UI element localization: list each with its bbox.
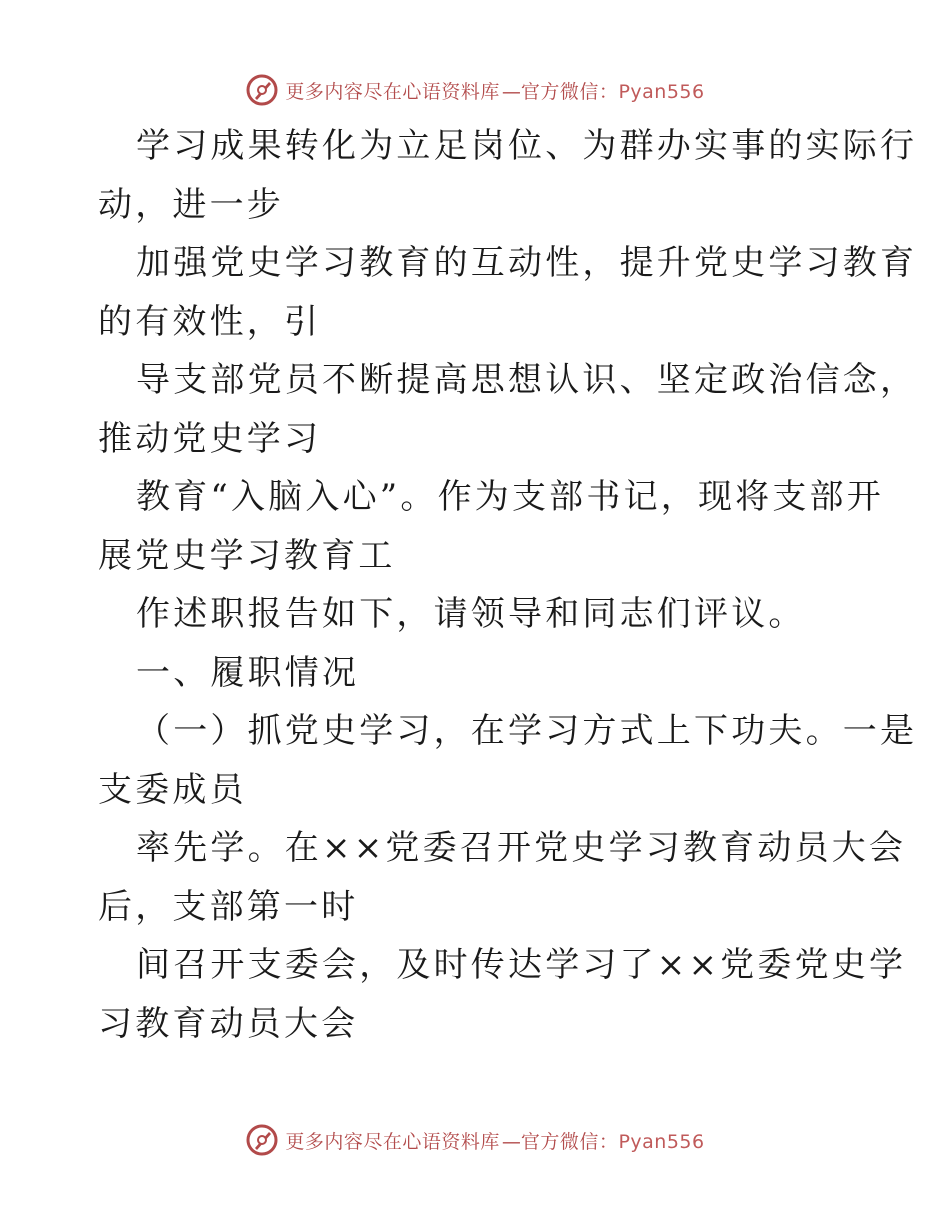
document-line: 作述职报告如下，请领导和同志们评议。 (136, 594, 806, 634)
document-line: 间召开支委会，及时传达学习了××党委党史学 (136, 945, 907, 985)
watermark-wechat-label: 官方微信： (520, 1130, 619, 1153)
watermark-wechat-label: 官方微信： (520, 80, 619, 103)
document-line: 学习成果转化为立足岗位、为群办实事的实际行 (136, 126, 918, 166)
quill-logo-icon (245, 1123, 279, 1157)
document-line: 加强党史学习教育的互动性，提升党史学习教育 (136, 243, 918, 283)
watermark-dash: — (501, 1130, 519, 1153)
document-line: 推动党史学习 (98, 418, 322, 459)
header-watermark (0, 70, 950, 110)
watermark-wechat-id: Pyan556 (618, 1130, 705, 1153)
document-line: 率先学。在××党委召开党史学习教育动员大会 (136, 828, 907, 868)
watermark-site: 更多内容尽在心语资料库 (285, 80, 500, 103)
watermark-dash: — (501, 80, 519, 103)
document-body (98, 117, 918, 1053)
footer-watermark (0, 1120, 950, 1160)
document-line: 导支部党员不断提高思想认识、坚定政治信念， (136, 360, 918, 400)
quill-logo-icon (245, 73, 279, 107)
watermark-text (285, 77, 704, 104)
watermark-site: 更多内容尽在心语资料库 (285, 1130, 500, 1153)
document-line: 的有效性，引 (98, 301, 322, 342)
document-line: 一、履职情况 (136, 652, 360, 693)
document-line: 支委成员 (98, 769, 247, 810)
document-line: 习教育动员大会 (98, 1003, 359, 1044)
document-line: 动，进一步 (98, 184, 284, 225)
watermark-text (285, 1127, 704, 1154)
document-line: 教育“入脑入心”。作为支部书记，现将支部开 (136, 477, 884, 517)
document-line: 后，支部第一时 (98, 886, 359, 927)
watermark-wechat-id: Pyan556 (618, 80, 705, 103)
document-line: 展党史学习教育工 (98, 535, 396, 576)
document-line: （一）抓党史学习，在学习方式上下功夫。一是 (136, 711, 918, 751)
